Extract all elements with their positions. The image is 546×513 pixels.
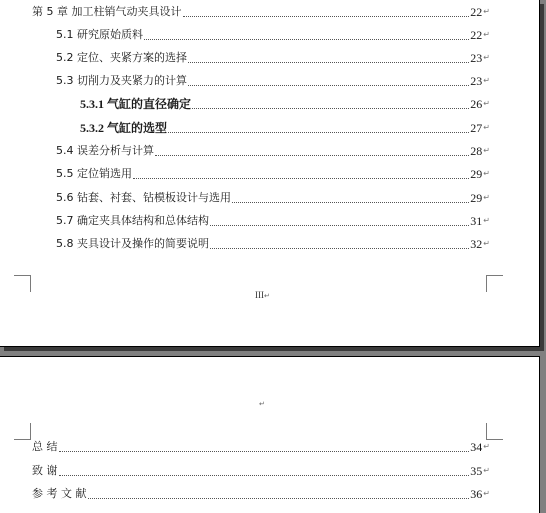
- toc-title: 致 谢: [32, 464, 58, 477]
- toc-leader-dots: [192, 107, 469, 109]
- paragraph-mark-icon: ↵: [483, 466, 490, 475]
- toc-leader-dots: [188, 61, 469, 63]
- toc-entry-acknowledgements[interactable]: [32, 463, 490, 479]
- paragraph-mark-icon: ↵: [483, 193, 490, 202]
- paragraph-mark-icon: ↵: [483, 442, 490, 451]
- paragraph-mark-icon: ↵: [483, 216, 490, 225]
- toc-page-number: 22: [470, 5, 483, 19]
- toc-title: 总 结: [32, 440, 58, 453]
- toc-title: 5.7 确定夹具体结构和总体结构: [56, 214, 209, 227]
- toc-entry-5-8[interactable]: [56, 236, 490, 252]
- page-shadow-right: [540, 4, 544, 351]
- toc-leader-dots: [59, 474, 470, 476]
- paragraph-mark-icon: ↵: [259, 400, 265, 408]
- paragraph-mark-icon: ↵: [483, 146, 490, 155]
- margin-corner-top-right: [486, 423, 503, 440]
- toc-page-number: 23: [470, 51, 483, 65]
- paragraph-mark-icon: ↵: [483, 7, 490, 16]
- toc-entry-5-6[interactable]: [56, 190, 490, 206]
- toc-leader-dots: [210, 247, 469, 249]
- toc-leader-dots: [59, 450, 470, 452]
- toc-page-number: 31: [470, 214, 483, 228]
- toc-page-number: 23: [470, 74, 483, 88]
- toc-page-number: 27: [470, 121, 483, 135]
- footer-page-number-text: III: [255, 290, 264, 300]
- toc-page-number: 28: [470, 144, 483, 158]
- toc-title: 5.1 研究原始质料: [56, 28, 143, 41]
- paragraph-mark-icon: ↵: [483, 239, 490, 248]
- toc-title: 5.6 钻套、衬套、钻模板设计与选用: [56, 191, 231, 204]
- toc-entry-conclusion[interactable]: [32, 439, 490, 455]
- toc-page-number: 22: [470, 28, 483, 42]
- toc-entry-5-4[interactable]: [56, 143, 490, 159]
- paragraph-mark-icon: ↵: [483, 489, 490, 498]
- toc-leader-dots: [232, 201, 469, 203]
- toc-title: 参 考 文 献: [32, 487, 87, 500]
- toc-page-number: 36: [470, 487, 483, 501]
- toc-title: 5.5 定位销选用: [56, 167, 132, 180]
- toc-leader-dots: [144, 38, 469, 40]
- paragraph-mark-icon: ↵: [264, 292, 270, 300]
- toc-entry-5-1[interactable]: [56, 27, 490, 43]
- margin-corner-bottom-left: [14, 275, 31, 292]
- toc-entry-5-2[interactable]: [56, 50, 490, 66]
- toc-leader-dots: [168, 131, 469, 133]
- toc-entry-5-3-2[interactable]: [80, 120, 490, 136]
- toc-title: 5.4 误差分析与计算: [56, 144, 154, 157]
- toc-page-number: 29: [470, 191, 483, 205]
- paragraph-mark-icon: ↵: [483, 99, 490, 108]
- margin-corner-top-left: [14, 423, 31, 440]
- toc-page-number: 35: [470, 464, 483, 478]
- toc-title: 第 5 章 加工柱销气动夹具设计: [32, 5, 182, 18]
- document-page-2[interactable]: [0, 356, 540, 513]
- paragraph-mark-icon: ↵: [483, 169, 490, 178]
- paragraph-mark-icon: ↵: [483, 123, 490, 132]
- margin-corner-bottom-right: [486, 275, 503, 292]
- toc-entry-chapter-5[interactable]: [32, 4, 490, 20]
- toc-page-number: 29: [470, 167, 483, 181]
- toc-leader-dots: [188, 84, 469, 86]
- paragraph-mark-icon: ↵: [483, 53, 490, 62]
- toc-page-number: 34: [470, 440, 483, 454]
- toc-entry-references[interactable]: [32, 486, 490, 502]
- toc-leader-dots: [155, 154, 469, 156]
- toc-title: 5.2 定位、夹紧方案的选择: [56, 51, 187, 64]
- toc-entry-5-3[interactable]: [56, 73, 490, 89]
- toc-title: 5.3.2 气缸的选型: [80, 121, 168, 135]
- toc-title: 5.3.1 气缸的直径确定: [80, 97, 192, 111]
- toc-page-number: 32: [470, 237, 483, 251]
- toc-page-number: 26: [470, 97, 483, 111]
- paragraph-mark-icon: ↵: [483, 30, 490, 39]
- toc-leader-dots: [133, 177, 469, 179]
- toc-title: 5.3 切削力及夹紧力的计算: [56, 74, 187, 87]
- toc-leader-dots: [210, 224, 469, 226]
- toc-entry-5-7[interactable]: [56, 213, 490, 229]
- toc-leader-dots: [183, 15, 470, 17]
- footer-page-number: [255, 290, 270, 300]
- toc-entry-5-5[interactable]: [56, 166, 490, 182]
- paragraph-mark-icon: ↵: [483, 76, 490, 85]
- toc-title: 5.8 夹具设计及操作的简要说明: [56, 237, 209, 250]
- toc-entry-5-3-1[interactable]: [80, 96, 490, 112]
- toc-leader-dots: [88, 497, 470, 499]
- page-shadow-bottom: [4, 347, 544, 351]
